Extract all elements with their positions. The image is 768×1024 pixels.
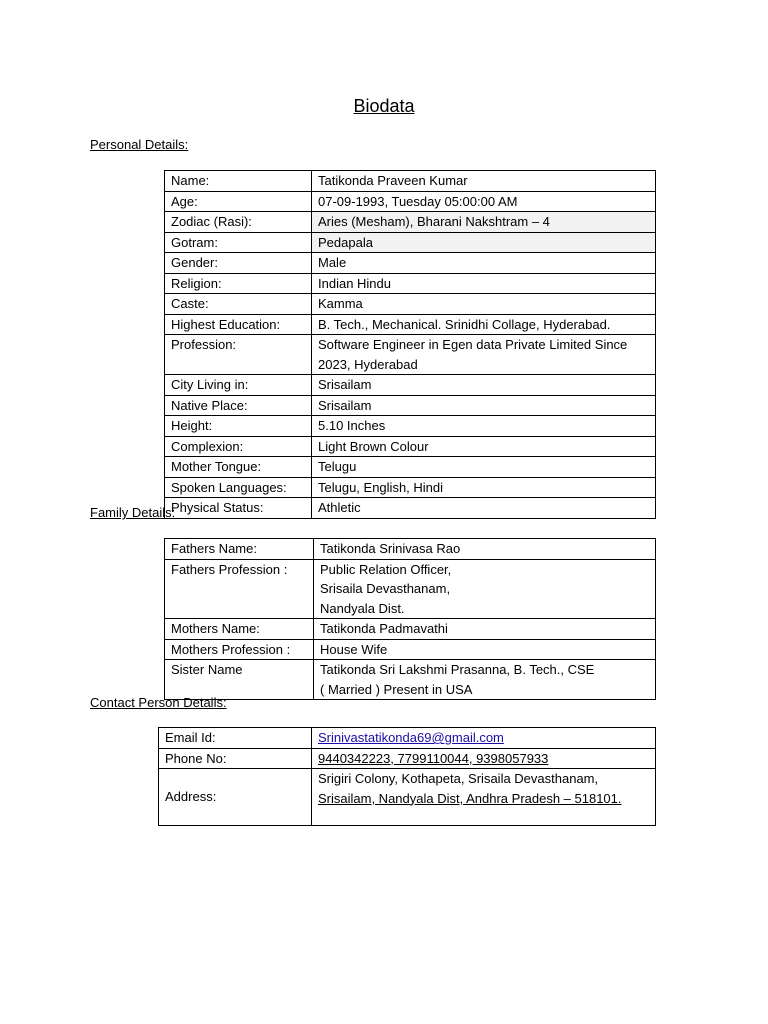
personal-detail-row xyxy=(165,498,656,519)
address-label: Address: xyxy=(159,769,312,826)
personal-detail-row xyxy=(165,416,656,437)
address-line: Srigiri Colony, Kothapeta, Srisaila Devasthanam, xyxy=(318,771,599,786)
email-link[interactable]: Srinivastatikonda69@gmail.com xyxy=(318,730,504,745)
personal-detail-value-line: Srisailam xyxy=(318,377,372,392)
family-detail-label: Mothers Profession : xyxy=(165,639,314,660)
personal-detail-label: Physical Status: xyxy=(165,498,312,519)
family-detail-value xyxy=(314,539,656,560)
personal-detail-row xyxy=(165,457,656,478)
contact-details-heading: Contact Person Details: xyxy=(90,695,227,710)
personal-detail-value xyxy=(312,416,656,437)
personal-detail-label: City Living in: xyxy=(165,375,312,396)
personal-detail-value xyxy=(312,212,656,233)
personal-detail-value-line: 07-09-1993, Tuesday 05:00:00 AM xyxy=(318,193,518,209)
family-detail-value-line: Nandyala Dist. xyxy=(320,600,405,616)
page-title: Biodata xyxy=(353,96,415,116)
personal-detail-label: Profession: xyxy=(165,335,312,375)
personal-detail-label: Caste: xyxy=(165,294,312,315)
family-detail-value-line: ( Married ) Present in USA xyxy=(320,681,473,697)
personal-detail-label: Religion: xyxy=(165,273,312,294)
personal-detail-value xyxy=(312,171,656,192)
personal-detail-row xyxy=(165,375,656,396)
personal-detail-row xyxy=(165,477,656,498)
personal-detail-label: Spoken Languages: xyxy=(165,477,312,498)
personal-detail-label: Height: xyxy=(165,416,312,437)
phone-label: Phone No: xyxy=(159,748,312,769)
personal-detail-row xyxy=(165,294,656,315)
address-line: Srisailam, Nandyala Dist, Andhra Pradesh – 518101. xyxy=(318,790,622,806)
family-detail-label: Sister Name xyxy=(165,660,314,700)
family-detail-value-line: Srisaila Devasthanam, xyxy=(320,581,451,596)
personal-detail-label: Name: xyxy=(165,171,312,192)
personal-detail-row xyxy=(165,273,656,294)
personal-detail-label: Zodiac (Rasi): xyxy=(165,212,312,233)
personal-detail-value xyxy=(312,253,656,274)
family-detail-row xyxy=(165,559,656,619)
personal-detail-label: Highest Education: xyxy=(165,314,312,335)
family-detail-value-line: House Wife xyxy=(320,641,388,657)
family-detail-label: Fathers Name: xyxy=(165,539,314,560)
family-detail-row xyxy=(165,639,656,660)
phone-value: 9440342223, 7799110044, 9398057933 xyxy=(318,750,549,766)
personal-detail-value-line: Athletic xyxy=(318,500,361,515)
personal-detail-value-line: Tatikonda Praveen Kumar xyxy=(318,173,468,188)
personal-detail-row xyxy=(165,171,656,192)
personal-detail-row xyxy=(165,191,656,212)
family-detail-value xyxy=(314,559,656,619)
family-details-heading: Family Details: xyxy=(90,505,176,520)
table-row xyxy=(159,748,656,769)
personal-detail-row xyxy=(165,314,656,335)
personal-detail-value-line: 5.10 Inches xyxy=(318,418,386,433)
personal-detail-row xyxy=(165,253,656,274)
personal-detail-value xyxy=(312,375,656,396)
family-detail-value-line: Tatikonda Sri Lakshmi Prasanna, B. Tech., CSE xyxy=(320,662,595,677)
family-detail-row xyxy=(165,619,656,640)
personal-detail-value-line: Telugu xyxy=(318,459,357,474)
personal-detail-value-line: Indian Hindu xyxy=(318,275,391,291)
family-detail-row xyxy=(165,660,656,700)
family-detail-value-line: Tatikonda Srinivasa Rao xyxy=(320,541,461,556)
family-detail-value-line: Public Relation Officer, xyxy=(320,561,452,577)
personal-detail-label: Mother Tongue: xyxy=(165,457,312,478)
family-detail-value xyxy=(314,639,656,660)
personal-detail-value xyxy=(312,232,656,253)
personal-detail-value-line: Telugu, English, Hindi xyxy=(318,479,444,495)
personal-detail-value-line: Light Brown Colour xyxy=(318,438,429,454)
personal-detail-value-line: Srisailam xyxy=(318,397,372,413)
personal-detail-value xyxy=(312,273,656,294)
personal-detail-value-line: 2023, Hyderabad xyxy=(318,356,418,372)
table-row xyxy=(159,728,656,749)
personal-detail-value-line: Software Engineer in Egen data Private Limited Since xyxy=(318,337,628,352)
personal-detail-value xyxy=(312,436,656,457)
personal-detail-value xyxy=(312,498,656,519)
personal-detail-value xyxy=(312,314,656,335)
personal-detail-label: Gender: xyxy=(165,253,312,274)
family-detail-value xyxy=(314,619,656,640)
personal-detail-label: Complexion: xyxy=(165,436,312,457)
personal-detail-value-line: Kamma xyxy=(318,296,363,311)
personal-detail-label: Native Place: xyxy=(165,395,312,416)
family-detail-label: Fathers Profession : xyxy=(165,559,314,619)
personal-detail-row xyxy=(165,232,656,253)
table-row xyxy=(159,769,656,826)
family-detail-label: Mothers Name: xyxy=(165,619,314,640)
personal-details-heading: Personal Details: xyxy=(90,137,189,152)
personal-detail-row xyxy=(165,436,656,457)
personal-detail-value xyxy=(312,191,656,212)
family-detail-value xyxy=(314,660,656,700)
family-details-table xyxy=(164,538,656,700)
personal-detail-value xyxy=(312,294,656,315)
contact-details-table xyxy=(158,727,656,826)
personal-detail-value xyxy=(312,335,656,375)
personal-detail-row xyxy=(165,395,656,416)
personal-detail-label: Age: xyxy=(165,191,312,212)
family-detail-row xyxy=(165,539,656,560)
personal-detail-value-line: Male xyxy=(318,255,347,270)
personal-detail-value-line: Pedapala xyxy=(318,234,373,250)
personal-detail-value xyxy=(312,457,656,478)
personal-detail-value xyxy=(312,395,656,416)
personal-detail-value-line: Aries (Mesham), Bharani Nakshtram – 4 xyxy=(318,214,550,229)
personal-detail-row xyxy=(165,335,656,375)
personal-detail-label: Gotram: xyxy=(165,232,312,253)
personal-detail-value-line: B. Tech., Mechanical. Srinidhi Collage, Hyderabad. xyxy=(318,316,611,332)
email-label: Email Id: xyxy=(159,728,312,749)
personal-detail-value xyxy=(312,477,656,498)
personal-detail-row xyxy=(165,212,656,233)
personal-details-table xyxy=(164,170,656,519)
family-detail-value-line: Tatikonda Padmavathi xyxy=(320,621,448,636)
